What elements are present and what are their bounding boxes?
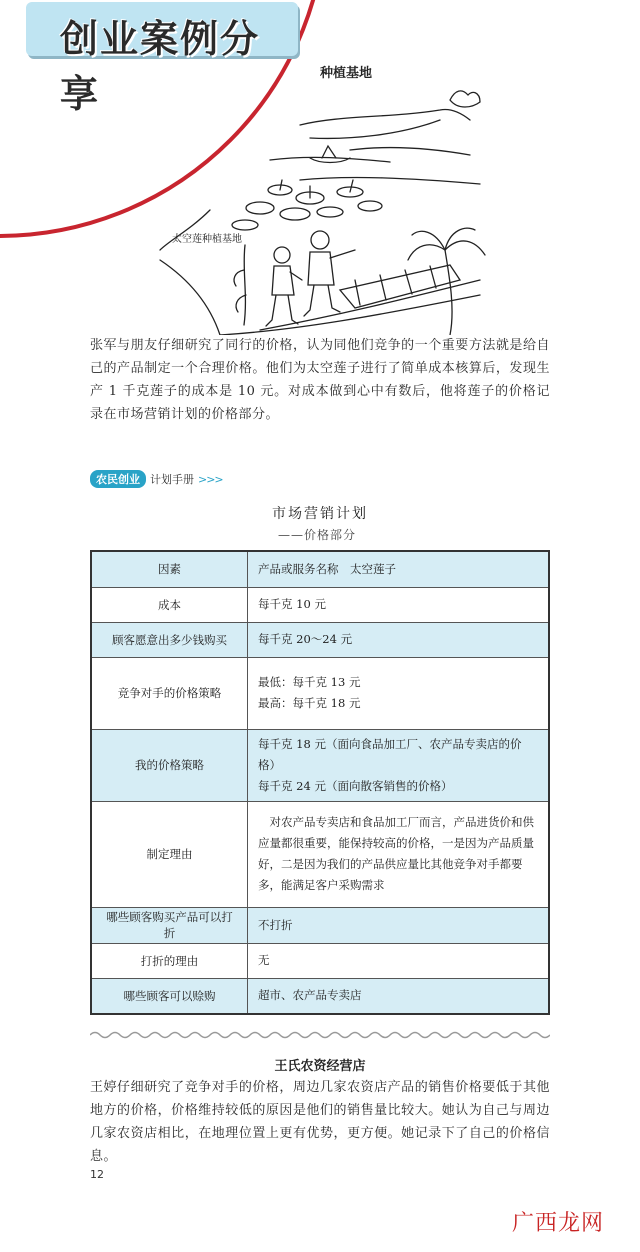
section-badge: [26, 2, 298, 116]
row-factor: 顾客愿意出多少钱购买: [91, 622, 248, 657]
lotus-farm-illustration: [150, 80, 490, 335]
table-row: [91, 657, 549, 729]
section-heading: 王氏农资经营店: [274, 1059, 366, 1074]
marketing-plan-table: [90, 550, 550, 1015]
row-value: 每千克 18 元（面向食品加工厂、农产品专卖店的价格） 每千克 24 元（面向散客销售的价格）: [248, 729, 550, 801]
handbook-text: 计划手册: [150, 473, 194, 486]
row-value: 每千克 20～24 元: [248, 622, 550, 657]
row-value: 超市、农产品专卖店: [248, 978, 550, 1014]
row-factor: 成本: [91, 587, 248, 622]
badge-title: 创业案例分享: [60, 17, 261, 116]
arrows-icon: >>>: [198, 472, 223, 486]
table-row: [91, 622, 549, 657]
illustration-title: 种植基地: [320, 66, 373, 81]
row-value: 产品或服务名称 太空莲子: [248, 551, 550, 587]
illustration-label: 太空莲种植基地: [172, 234, 242, 245]
table-row: [91, 907, 549, 943]
row-factor: 打折的理由: [91, 943, 248, 978]
watermark: 广西龙网: [512, 1211, 605, 1236]
table-row: [91, 587, 549, 622]
row-factor: 竞争对手的价格策略: [91, 657, 248, 729]
row-value: 对农产品专卖店和食品加工厂而言，产品进货价和供应量都很重要，能保持较高的价格，一是因为产品质量好，二是因为我们的产品供应量比其他竞争对手都要多，能满足客户采购需求: [248, 801, 550, 907]
row-value: 不打折: [248, 907, 550, 943]
table-subtitle: ——价格部分: [278, 528, 357, 542]
table-title: 市场营销计划: [272, 506, 368, 522]
row-factor: 因素: [91, 551, 248, 587]
row-value: 每千克 10 元: [248, 587, 550, 622]
row-factor: 制定理由: [91, 801, 248, 907]
table-row: [91, 943, 549, 978]
row-value: 无: [248, 943, 550, 978]
row-factor: 哪些顾客购买产品可以打折: [91, 907, 248, 943]
handbook-brand: 农民创业: [90, 470, 146, 488]
row-factor: 哪些顾客可以赊购: [91, 978, 248, 1014]
section-paragraph: 王婷仔细研究了竞争对手的价格，周边几家农资店产品的销售价格要低于其他地方的价格，价格维持较低的原因是他们的销售量比较大。她认为自己与周边几家农资店相比，在地理位置上更有优势，更方便。她记录下了自己的价格信息。: [90, 1080, 550, 1164]
handbook-label: [90, 470, 223, 488]
table-row: [91, 978, 549, 1014]
table-row: [91, 801, 549, 907]
table-row: [91, 551, 549, 587]
page-number: 12: [90, 1168, 104, 1181]
intro-paragraph: 张军与朋友仔细研究了同行的价格，认为同他们竞争的一个重要方法就是给自己的产品制定一个合理价格。他们为太空莲子进行了简单成本核算后，发现生产 1 千克莲子的成本是 10 元。对成本做到心中有数后，他将莲子的价格记录在市场营销计划的价格部分。: [90, 338, 550, 422]
table-row: [91, 729, 549, 801]
wave-divider: [90, 1030, 550, 1040]
row-value: 最低：每千克 13 元 最高：每千克 18 元: [248, 657, 550, 729]
row-factor: 我的价格策略: [91, 729, 248, 801]
